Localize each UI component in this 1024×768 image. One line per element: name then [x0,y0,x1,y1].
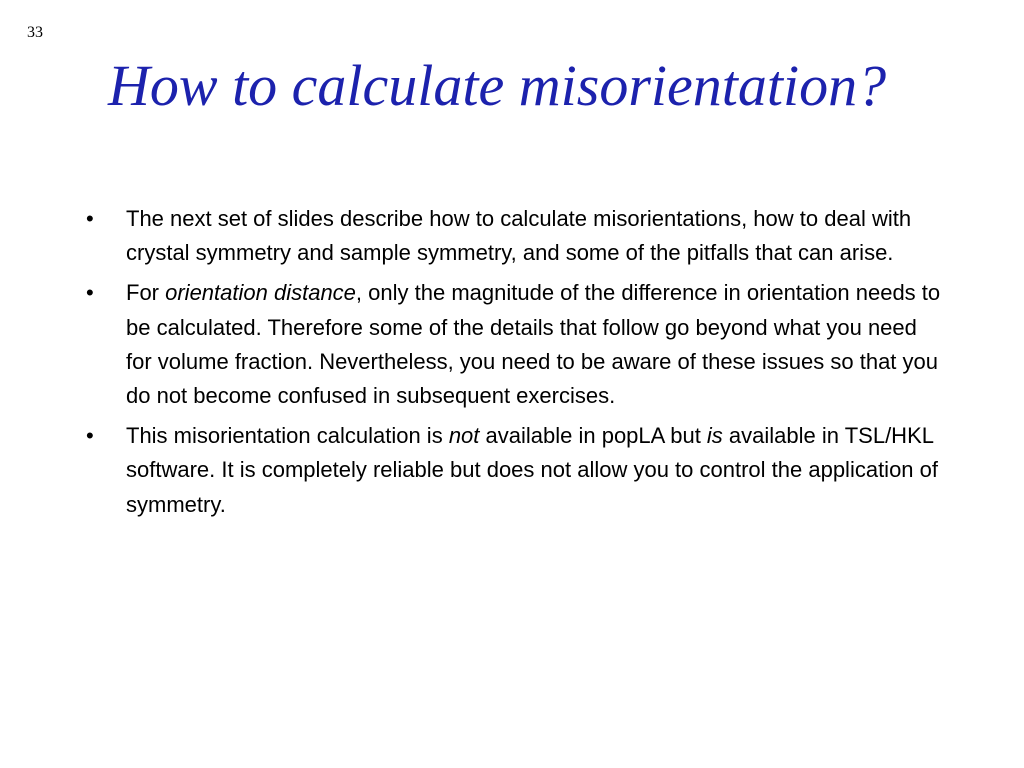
bullet-emphasis: not [448,423,480,449]
bullet-dot-icon: • [86,280,94,306]
bullet-dot-icon: • [86,423,94,449]
bullet-text: The next set of slides describe how to calculate misorientations, how to deal with crystal symmetry and sample symmetry, and some of the pitfalls that can arise. [126,206,912,266]
bullet-item [86,202,946,270]
bullet-text-pre: For [126,280,166,306]
bullet-dot-icon: • [86,206,94,231]
bullet-item [86,419,946,522]
bullet-text-post: , only the magnitude of the difference in orientation needs to be calculated. Therefore some of the details that follow go beyond what you need for volume fraction. Nevertheless, you need to be aware of these issues so that you do not become confused in subsequent exercises. [126,280,941,409]
bullet-item [86,276,946,413]
bullet-emphasis: is [706,423,723,449]
bullet-list [86,202,946,528]
slide-number: 33 [27,24,43,41]
bullet-emphasis: orientation distance [165,280,356,306]
slide-title: How to calculate misorientation? [108,53,887,118]
bullet-text-post: available in TSL/HKL software. It is completely reliable but does not allow you to control the application of symmetry. [126,423,939,517]
bullet-text-pre: This misorientation calculation is [126,423,449,449]
bullet-text-mid: available in popLA but [479,423,707,449]
